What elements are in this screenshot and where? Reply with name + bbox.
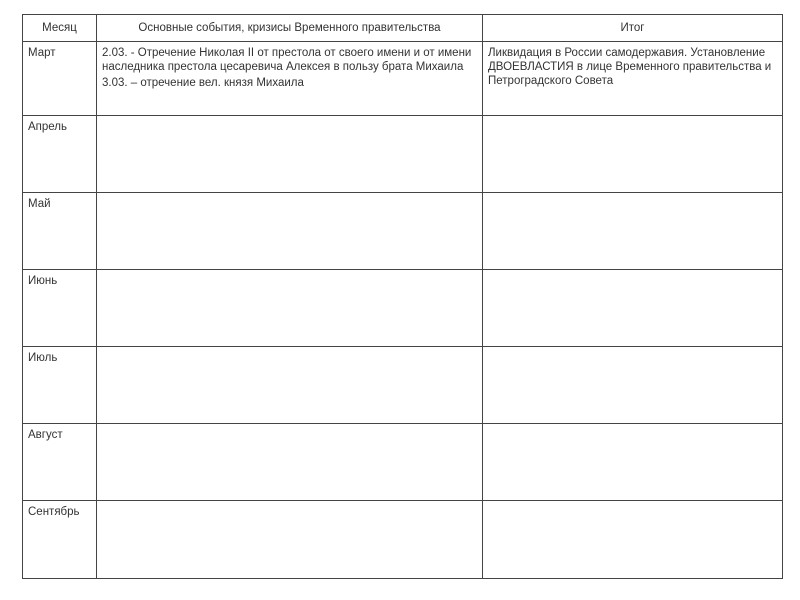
- table-row: [23, 424, 783, 501]
- header-result: Итог: [483, 15, 783, 42]
- events-cell[interactable]: [97, 193, 483, 270]
- header-events: Основные события, кризисы Временного правительства: [97, 15, 483, 42]
- result-cell[interactable]: [483, 424, 783, 501]
- month-cell: Май: [23, 193, 97, 270]
- result-cell[interactable]: [483, 270, 783, 347]
- month-cell: Август: [23, 424, 97, 501]
- event-text: 3.03. – отречение вел. князя Михаила: [102, 77, 304, 89]
- result-cell[interactable]: [483, 116, 783, 193]
- month-cell: Июнь: [23, 270, 97, 347]
- result-cell[interactable]: [483, 347, 783, 424]
- events-cell[interactable]: [97, 424, 483, 501]
- event-text: 2.03. - Отречение Николая II от престола от своего имени и от имени наследника престола цесаревича Алексея в пользу брата Михаила: [102, 47, 472, 73]
- table-row: [23, 193, 783, 270]
- events-cell[interactable]: [97, 116, 483, 193]
- events-cell[interactable]: [97, 270, 483, 347]
- header-row: [23, 15, 783, 42]
- month-cell: Сентябрь: [23, 501, 97, 579]
- events-cell[interactable]: [97, 347, 483, 424]
- result-cell[interactable]: Ликвидация в России самодержавия. Установление ДВОЕВЛАСТИЯ в лице Временного правительства и Петроградского Совета: [483, 42, 783, 116]
- events-cell[interactable]: [97, 501, 483, 579]
- table-row: [23, 501, 783, 579]
- events-cell[interactable]: [97, 42, 483, 116]
- table-row: [23, 347, 783, 424]
- result-cell[interactable]: [483, 501, 783, 579]
- month-cell: Июль: [23, 347, 97, 424]
- month-cell: Апрель: [23, 116, 97, 193]
- header-month: Месяц: [23, 15, 97, 42]
- month-cell: Март: [23, 42, 97, 116]
- table-row: [23, 42, 783, 116]
- table-row: [23, 116, 783, 193]
- events-table: [22, 14, 783, 579]
- result-cell[interactable]: [483, 193, 783, 270]
- table-row: [23, 270, 783, 347]
